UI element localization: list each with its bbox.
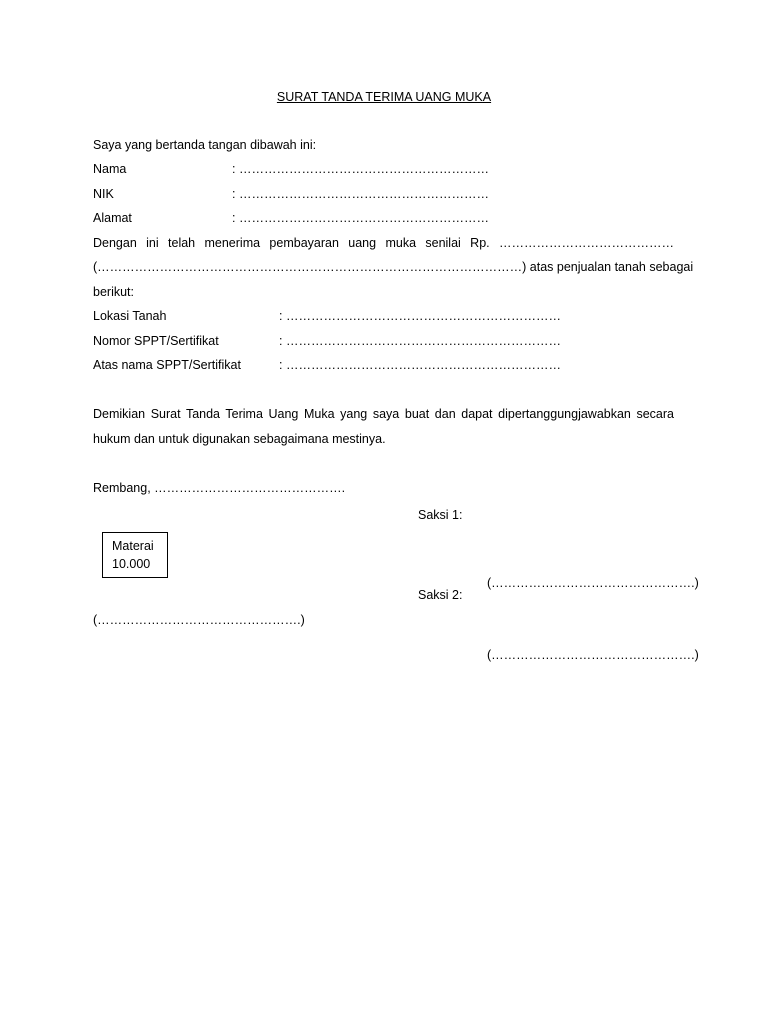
- field-label-nik: NIK: [93, 187, 114, 201]
- field-value-atas-nama-sppt: : …………………………………………………………: [279, 358, 561, 372]
- field-label-lokasi-tanah: Lokasi Tanah: [93, 309, 167, 323]
- field-label-atas-nama-sppt: Atas nama SPPT/Sertifikat: [93, 358, 241, 372]
- witness-2-label: Saksi 2:: [418, 588, 463, 602]
- field-label-alamat: Alamat: [93, 211, 132, 225]
- field-label-nama: Nama: [93, 162, 127, 176]
- place-date: Rembang, ……………………………………….: [93, 481, 346, 495]
- field-value-alamat: : ……………………………………………………: [232, 211, 489, 225]
- closing-line-1: Demikian Surat Tanda Terima Uang Muka yang saya buat dan dapat dipertanggungjawabkan secara: [93, 407, 674, 421]
- field-label-nomor-sppt: Nomor SPPT/Sertifikat: [93, 334, 219, 348]
- field-value-lokasi-tanah: : …………………………………………………………: [279, 309, 561, 323]
- document-title: SURAT TANDA TERIMA UANG MUKA: [276, 90, 492, 104]
- witness-1-signature: (………………………………………….): [487, 576, 699, 590]
- main-signature: (………………………………………….): [93, 613, 305, 627]
- field-value-nik: : ……………………………………………………: [232, 187, 489, 201]
- closing-line-2: hukum dan untuk digunakan sebagaimana mestinya.: [93, 432, 386, 446]
- field-value-nama: : ……………………………………………………: [232, 162, 489, 176]
- materai-amount: 10.000: [112, 557, 151, 571]
- payment-line-3: berikut:: [93, 285, 134, 299]
- payment-line-2: (…………………………………………………………………………………………) atas penjualan tanah sebagai: [93, 260, 694, 274]
- payment-line-1: Dengan ini telah menerima pembayaran uang muka senilai Rp. ……………………………………: [93, 236, 674, 250]
- materai-label: Materai: [112, 539, 154, 553]
- field-value-nomor-sppt: : …………………………………………………………: [279, 334, 561, 348]
- witness-1-label: Saksi 1:: [418, 508, 463, 522]
- intro-text: Saya yang bertanda tangan dibawah ini:: [93, 138, 317, 152]
- witness-2-signature: (………………………………………….): [487, 648, 699, 662]
- materai-stamp-box: [102, 532, 168, 578]
